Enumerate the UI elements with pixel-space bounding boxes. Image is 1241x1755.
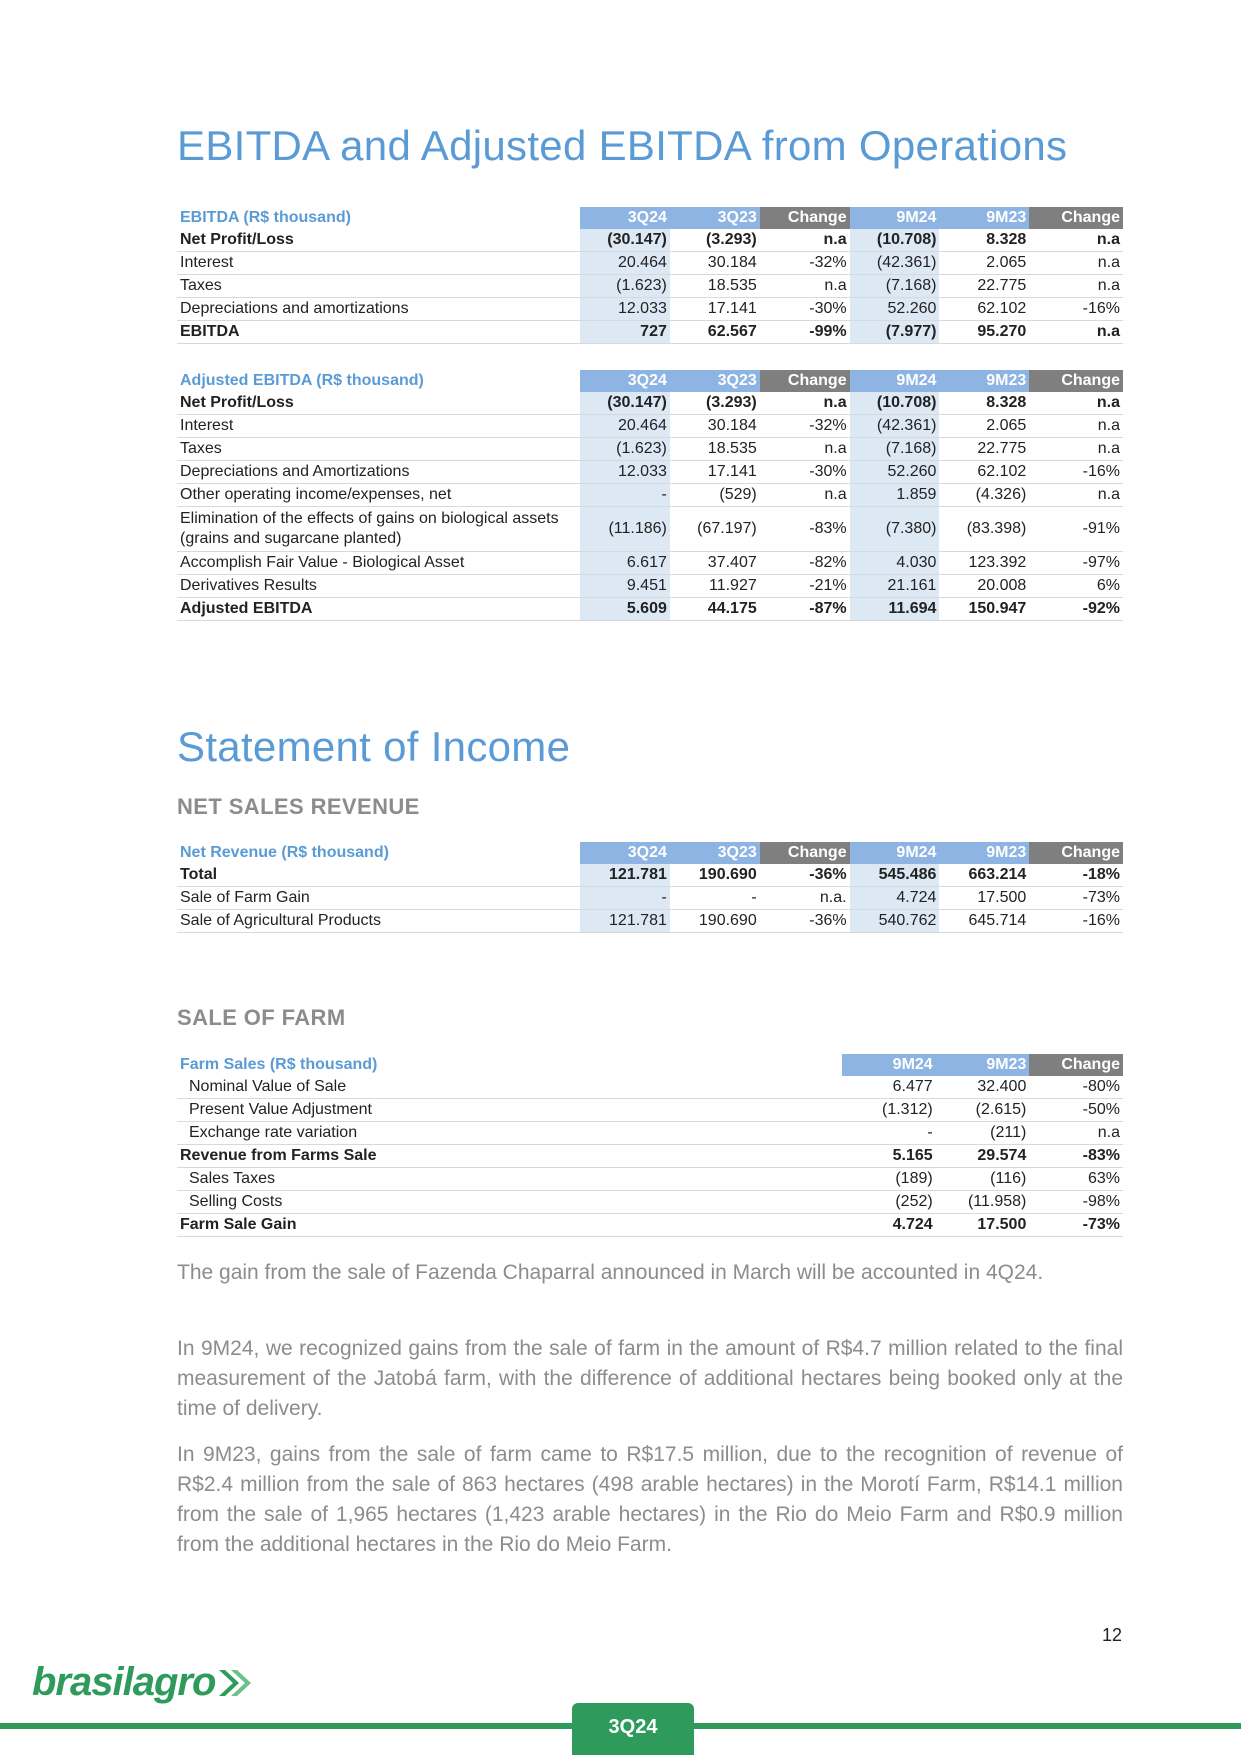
table-cell: (3.293)	[670, 392, 760, 415]
net-revenue-table	[177, 842, 1123, 933]
table-cell: (7.168)	[850, 438, 940, 461]
table-cell: 663.214	[939, 864, 1029, 887]
table-row	[177, 484, 1123, 507]
table-cell: (211)	[936, 1122, 1030, 1145]
table-header-row	[177, 207, 1123, 229]
table-cell: 30.184	[670, 252, 760, 275]
table-cell: (189)	[842, 1168, 936, 1191]
table-cell: 5.609	[580, 598, 670, 621]
table-cell: -16%	[1029, 298, 1123, 321]
table-cell: 6.617	[580, 552, 670, 575]
table-cell: -73%	[1029, 887, 1123, 910]
table-row	[177, 252, 1123, 275]
column-header: 9M23	[936, 1054, 1030, 1076]
table-cell: 95.270	[939, 321, 1029, 344]
table-cell: -82%	[760, 552, 850, 575]
column-header: Change	[1029, 842, 1123, 864]
table-header-row	[177, 1054, 1123, 1076]
row-label: EBITDA	[177, 321, 580, 344]
row-label: Revenue from Farms Sale	[177, 1145, 842, 1168]
table-cell: 5.165	[842, 1145, 936, 1168]
row-label: Net Profit/Loss	[177, 229, 580, 252]
row-label: Derivatives Results	[177, 575, 580, 598]
column-header: Change	[760, 370, 850, 392]
table-header-row	[177, 370, 1123, 392]
row-label: Exchange rate variation	[177, 1122, 842, 1145]
table-row	[177, 575, 1123, 598]
table-cell: 17.500	[936, 1214, 1030, 1237]
table-cell: (7.977)	[850, 321, 940, 344]
table-cell: 29.574	[936, 1145, 1030, 1168]
table-cell: 20.464	[580, 252, 670, 275]
table-cell: (42.361)	[850, 252, 940, 275]
table-cell: 121.781	[580, 910, 670, 933]
column-header: 3Q24	[580, 207, 670, 229]
table-cell: 18.535	[670, 438, 760, 461]
table-row	[177, 887, 1123, 910]
logo-wordmark: brasilagro	[32, 1660, 216, 1704]
table-cell: 20.464	[580, 415, 670, 438]
table-cell: -36%	[760, 910, 850, 933]
table-cell: 190.690	[670, 910, 760, 933]
table-cell: 123.392	[939, 552, 1029, 575]
table-cell: -80%	[1029, 1076, 1123, 1099]
table-cell: (10.708)	[850, 229, 940, 252]
table-cell: -	[670, 887, 760, 910]
table-cell: 12.033	[580, 461, 670, 484]
table-cell: n.a	[760, 484, 850, 507]
column-header: 9M24	[842, 1054, 936, 1076]
table-cell: -99%	[760, 321, 850, 344]
table-title-cell: Adjusted EBITDA (R$ thousand)	[180, 372, 424, 389]
table-row	[177, 275, 1123, 298]
table-cell: 1.859	[850, 484, 940, 507]
table-cell: 17.500	[939, 887, 1029, 910]
table-cell: -92%	[1029, 598, 1123, 621]
table-cell: 4.030	[850, 552, 940, 575]
table-cell: (3.293)	[670, 229, 760, 252]
row-label: Present Value Adjustment	[177, 1099, 842, 1122]
table-cell: (30.147)	[580, 229, 670, 252]
table-cell: -91%	[1029, 507, 1123, 552]
table-cell: n.a	[760, 438, 850, 461]
table-title-cell: Net Revenue (R$ thousand)	[180, 844, 389, 861]
table-cell: 545.486	[850, 864, 940, 887]
table-cell: -18%	[1029, 864, 1123, 887]
row-label: Interest	[177, 415, 580, 438]
table-cell: (7.380)	[850, 507, 940, 552]
table-cell: (10.708)	[850, 392, 940, 415]
table-cell: n.a	[1029, 321, 1123, 344]
table-row	[177, 1099, 1123, 1122]
table-row	[177, 1122, 1123, 1145]
table-cell: 63%	[1029, 1168, 1123, 1191]
table-cell: 4.724	[842, 1214, 936, 1237]
row-label: Accomplish Fair Value - Biological Asset	[177, 552, 580, 575]
row-label: Taxes	[177, 275, 580, 298]
table-cell: -30%	[760, 461, 850, 484]
table-cell: -87%	[760, 598, 850, 621]
table-cell: 11.694	[850, 598, 940, 621]
table-cell: -50%	[1029, 1099, 1123, 1122]
table-row	[177, 598, 1123, 621]
table-cell: -83%	[760, 507, 850, 552]
column-header: 9M24	[850, 207, 940, 229]
brasilagro-logo	[32, 1660, 255, 1705]
row-label: Elimination of the effects of gains on biological assets (grains and sugarcane planted)	[177, 507, 580, 552]
table-cell: (529)	[670, 484, 760, 507]
column-header: Change	[1029, 370, 1123, 392]
table-row	[177, 910, 1123, 933]
table-cell: 645.714	[939, 910, 1029, 933]
table-cell: -83%	[1029, 1145, 1123, 1168]
column-header: 9M23	[939, 842, 1029, 864]
sale-of-farm-heading: SALE OF FARM	[177, 1005, 346, 1030]
table-cell: 37.407	[670, 552, 760, 575]
table-cell: 32.400	[936, 1076, 1030, 1099]
table-cell: n.a	[760, 392, 850, 415]
table-cell: 62.102	[939, 298, 1029, 321]
table-cell: 2.065	[939, 252, 1029, 275]
paragraph-9m24: In 9M24, we recognized gains from the sale of farm in the amount of R$4.7 million related to the final measurement of the Jatobá farm, with the difference of additional hectares being booked only at the time of delivery.	[177, 1337, 1123, 1420]
row-label: Sale of Agricultural Products	[177, 910, 580, 933]
table-cell: (4.326)	[939, 484, 1029, 507]
column-header: Change	[1029, 1054, 1123, 1076]
table-cell: -16%	[1029, 910, 1123, 933]
logo-chevrons-icon	[215, 1666, 255, 1700]
table-row	[177, 229, 1123, 252]
table-cell: -	[580, 887, 670, 910]
paragraph-9m23: In 9M23, gains from the sale of farm came to R$17.5 million, due to the recognition of revenue of R$2.4 million from the sale of 863 hectares (498 arable hectares) in the Morotí Farm, R$14.1 million from the sale of 1,965 hectares (1,423 arable hectares) in the Rio do Meio Farm and R$0.9 million from the additional hectares in the Rio do Meio Farm.	[177, 1443, 1123, 1556]
table-cell: (2.615)	[936, 1099, 1030, 1122]
net-sales-heading: NET SALES REVENUE	[177, 794, 420, 819]
table-cell: n.a	[1029, 275, 1123, 298]
table-row	[177, 864, 1123, 887]
row-label: Depreciations and Amortizations	[177, 461, 580, 484]
row-label: Other operating income/expenses, net	[177, 484, 580, 507]
table-row	[177, 298, 1123, 321]
table-cell: 17.141	[670, 461, 760, 484]
table-cell: -	[580, 484, 670, 507]
table-cell: n.a	[760, 229, 850, 252]
table-cell: 150.947	[939, 598, 1029, 621]
table-cell: 52.260	[850, 461, 940, 484]
table-cell: n.a.	[760, 887, 850, 910]
table-cell: 11.927	[670, 575, 760, 598]
table-cell: 6%	[1029, 575, 1123, 598]
income-section-title: Statement of Income	[177, 723, 571, 770]
table-row	[177, 321, 1123, 344]
table-cell: -73%	[1029, 1214, 1123, 1237]
row-label: Total	[177, 864, 580, 887]
table-row	[177, 438, 1123, 461]
column-header: 9M23	[939, 207, 1029, 229]
table-cell: 22.775	[939, 275, 1029, 298]
table-header-row	[177, 842, 1123, 864]
table-cell: 62.102	[939, 461, 1029, 484]
column-header: 3Q24	[580, 370, 670, 392]
table-cell: (42.361)	[850, 415, 940, 438]
row-label: Sale of Farm Gain	[177, 887, 580, 910]
row-label: Net Profit/Loss	[177, 392, 580, 415]
period-tab: 3Q24	[572, 1703, 694, 1755]
table-cell: (252)	[842, 1191, 936, 1214]
table-cell: (1.623)	[580, 275, 670, 298]
ebitda-section-title: EBITDA and Adjusted EBITDA from Operations	[177, 122, 1068, 169]
row-label: Selling Costs	[177, 1191, 842, 1214]
column-header: 3Q23	[670, 370, 760, 392]
table-cell: n.a	[1029, 415, 1123, 438]
table-cell: (30.147)	[580, 392, 670, 415]
table-cell: -	[842, 1122, 936, 1145]
table-cell: 18.535	[670, 275, 760, 298]
column-header: 3Q24	[580, 842, 670, 864]
table-cell: -30%	[760, 298, 850, 321]
table-row	[177, 415, 1123, 438]
table-cell: 20.008	[939, 575, 1029, 598]
table-row	[177, 1145, 1123, 1168]
table-cell: (1.623)	[580, 438, 670, 461]
table-row	[177, 392, 1123, 415]
table-row	[177, 1076, 1123, 1099]
table-cell: -32%	[760, 415, 850, 438]
table-cell: 12.033	[580, 298, 670, 321]
column-header: 3Q23	[670, 207, 760, 229]
column-header: 9M24	[850, 842, 940, 864]
adjusted-ebitda-table	[177, 370, 1123, 621]
table-cell: n.a	[1029, 229, 1123, 252]
table-cell: -21%	[760, 575, 850, 598]
table-cell: 190.690	[670, 864, 760, 887]
table-cell: (83.398)	[939, 507, 1029, 552]
table-cell: 2.065	[939, 415, 1029, 438]
table-cell: 21.161	[850, 575, 940, 598]
column-header: Change	[760, 842, 850, 864]
table-cell: -36%	[760, 864, 850, 887]
table-cell: 8.328	[939, 229, 1029, 252]
table-cell: n.a	[1029, 484, 1123, 507]
column-header: 9M24	[850, 370, 940, 392]
table-cell: 44.175	[670, 598, 760, 621]
table-cell: 30.184	[670, 415, 760, 438]
table-cell: (7.168)	[850, 275, 940, 298]
table-cell: 4.724	[850, 887, 940, 910]
table-cell: n.a	[1029, 252, 1123, 275]
paragraph-chaparral: The gain from the sale of Fazenda Chaparral announced in March will be accounted in 4Q24.	[177, 1261, 1044, 1284]
table-cell: 8.328	[939, 392, 1029, 415]
table-title-cell: Farm Sales (R$ thousand)	[180, 1056, 378, 1073]
table-cell: -32%	[760, 252, 850, 275]
table-cell: -16%	[1029, 461, 1123, 484]
column-header: 3Q23	[670, 842, 760, 864]
table-title-cell: EBITDA (R$ thousand)	[180, 209, 351, 226]
table-row	[177, 1191, 1123, 1214]
row-label: Interest	[177, 252, 580, 275]
table-cell: 22.775	[939, 438, 1029, 461]
table-cell: 540.762	[850, 910, 940, 933]
table-cell: (116)	[936, 1168, 1030, 1191]
page-number: 12	[1102, 1625, 1123, 1645]
table-cell: (11.958)	[936, 1191, 1030, 1214]
table-row	[177, 552, 1123, 575]
table-cell: n.a	[1029, 392, 1123, 415]
row-label: Taxes	[177, 438, 580, 461]
table-cell: n.a	[1029, 438, 1123, 461]
row-label: Adjusted EBITDA	[177, 598, 580, 621]
column-header: Change	[1029, 207, 1123, 229]
table-cell: (11.186)	[580, 507, 670, 552]
row-label: Depreciations and amortizations	[177, 298, 580, 321]
table-cell: (1.312)	[842, 1099, 936, 1122]
table-cell: (67.197)	[670, 507, 760, 552]
table-row	[177, 461, 1123, 484]
farm-sales-table	[177, 1054, 1123, 1237]
ebitda-table	[177, 207, 1123, 344]
table-row	[177, 1214, 1123, 1237]
table-cell: 121.781	[580, 864, 670, 887]
column-header: Change	[760, 207, 850, 229]
row-label: Sales Taxes	[177, 1168, 842, 1191]
table-cell: 52.260	[850, 298, 940, 321]
table-cell: 9.451	[580, 575, 670, 598]
table-cell: 727	[580, 321, 670, 344]
table-row	[177, 1168, 1123, 1191]
table-cell: n.a	[760, 275, 850, 298]
table-cell: 62.567	[670, 321, 760, 344]
table-cell: -97%	[1029, 552, 1123, 575]
table-cell: 6.477	[842, 1076, 936, 1099]
table-cell: -98%	[1029, 1191, 1123, 1214]
table-cell: 17.141	[670, 298, 760, 321]
row-label: Nominal Value of Sale	[177, 1076, 842, 1099]
column-header: 9M23	[939, 370, 1029, 392]
table-cell: n.a	[1029, 1122, 1123, 1145]
table-row	[177, 507, 1123, 552]
row-label: Farm Sale Gain	[177, 1214, 842, 1237]
